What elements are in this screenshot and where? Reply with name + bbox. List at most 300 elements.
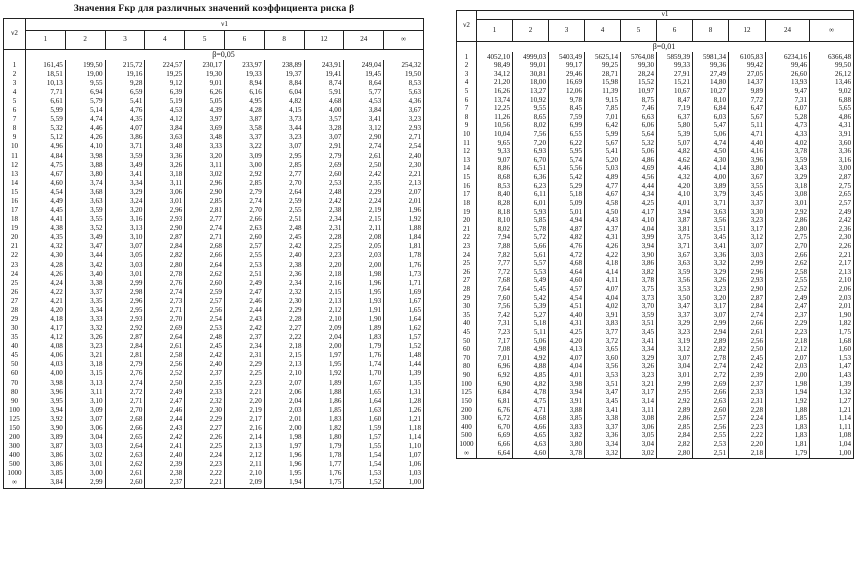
- f-value: 8,10: [477, 217, 513, 226]
- f-value: 4,12: [145, 115, 185, 124]
- f-value: 2,28: [729, 406, 766, 415]
- column-header: 24: [344, 31, 384, 50]
- f-value: 27,91: [657, 70, 693, 79]
- f-value: 1,75: [810, 329, 854, 338]
- table-row: [457, 148, 854, 157]
- f-value: 1,14: [384, 433, 424, 442]
- table-row: [4, 134, 424, 143]
- f-value: 3,05: [621, 432, 657, 441]
- f-value: 1,39: [384, 370, 424, 379]
- f-value: 2,78: [693, 354, 729, 363]
- f-value: 2,34: [224, 342, 264, 351]
- f-value: 2,21: [185, 479, 225, 489]
- f-value: 233,97: [224, 60, 264, 70]
- f-value: 3,18: [145, 170, 185, 179]
- f-value: 2,38: [264, 261, 304, 270]
- beta-label: β=0,01: [477, 42, 854, 53]
- f-value: 2,29: [185, 415, 225, 424]
- f-value: 7,64: [477, 285, 513, 294]
- f-value: 4,49: [26, 197, 66, 206]
- f-value: 4,73: [766, 122, 810, 131]
- nu2-value: 11: [4, 152, 26, 161]
- f-value: 2,42: [224, 324, 264, 333]
- nu2-value: 22: [4, 252, 26, 261]
- column-header: 6: [224, 31, 264, 50]
- f-value: 1,97: [264, 442, 304, 451]
- column-header: 1: [477, 20, 513, 42]
- f-value: 6,63: [621, 113, 657, 122]
- f-table-beta-005: [3, 18, 424, 489]
- f-value: 1,62: [384, 324, 424, 333]
- f-value: 4,58: [585, 199, 621, 208]
- f-value: 3,03: [105, 261, 145, 270]
- f-value: 4,33: [766, 130, 810, 139]
- f-value: 2,56: [729, 337, 766, 346]
- f-value: 3,23: [264, 134, 304, 143]
- table-row: [4, 297, 424, 306]
- f-value: 2,13: [810, 268, 854, 277]
- f-value: 3,57: [304, 115, 344, 124]
- table-row: [457, 415, 854, 424]
- f-value: 2,20: [729, 440, 766, 449]
- table-row: [457, 380, 854, 389]
- f-value: 2,93: [384, 125, 424, 134]
- table-row: [457, 191, 854, 200]
- nu2-value: 3: [457, 70, 477, 79]
- f-value: 2,40: [264, 252, 304, 261]
- table-row: [4, 152, 424, 161]
- f-value: 3,72: [585, 337, 621, 346]
- f-value: 3,59: [766, 156, 810, 165]
- f-value: 2,80: [145, 261, 185, 270]
- f-value: 2,72: [693, 372, 729, 381]
- f-value: 3,59: [65, 206, 105, 215]
- nu2-value: 500: [457, 432, 477, 441]
- nu2-value: 29: [4, 315, 26, 324]
- f-value: 2,33: [729, 389, 766, 398]
- table-row: [4, 388, 424, 397]
- f-value: 3,03: [65, 442, 105, 451]
- f-value: 2,74: [105, 379, 145, 388]
- f-value: 5,03: [585, 165, 621, 174]
- f-value: 18,00: [513, 79, 549, 88]
- f-value: 230,17: [185, 60, 225, 70]
- f-value: 3,71: [105, 143, 145, 152]
- f-value: 3,29: [766, 174, 810, 183]
- f-value: 4,15: [264, 106, 304, 115]
- nu2-value: 90: [4, 397, 26, 406]
- column-header: 12: [304, 31, 344, 50]
- f-value: 2,85: [185, 197, 225, 206]
- f-value: 1,39: [810, 380, 854, 389]
- f-value: 6,70: [477, 423, 513, 432]
- f-value: 11,39: [585, 87, 621, 96]
- f-value: 3,29: [657, 320, 693, 329]
- f-value: 4,68: [549, 260, 585, 269]
- f-value: 1,67: [344, 379, 384, 388]
- f-value: 2,49: [766, 294, 810, 303]
- f-value: 2,77: [185, 215, 225, 224]
- nu2-value: 17: [4, 206, 26, 215]
- f-value: 3,07: [657, 354, 693, 363]
- table-row: [4, 243, 424, 252]
- f-value: 2,47: [766, 303, 810, 312]
- f-value: 3,00: [65, 470, 105, 479]
- f-value: 3,03: [729, 251, 766, 260]
- f-value: 2,32: [264, 288, 304, 297]
- f-value: 5,45: [513, 285, 549, 294]
- f-value: 6366,48: [810, 52, 854, 62]
- f-value: 1,94: [264, 479, 304, 489]
- f-value: 4,34: [621, 191, 657, 200]
- f-value: 2,28: [264, 315, 304, 324]
- f-value: 3,71: [693, 199, 729, 208]
- f-value: 3,23: [693, 285, 729, 294]
- f-value: 1,78: [384, 252, 424, 261]
- f-value: 1,80: [304, 433, 344, 442]
- f-value: 3,94: [26, 406, 66, 415]
- f-value: 2,23: [224, 379, 264, 388]
- f-value: 2,69: [145, 324, 185, 333]
- f-value: 2,58: [145, 352, 185, 361]
- f-value: 2,86: [766, 217, 810, 226]
- f-value: 99,30: [621, 62, 657, 71]
- f-value: 3,41: [105, 170, 145, 179]
- f-value: 2,87: [810, 174, 854, 183]
- column-header: 24: [766, 20, 810, 42]
- f-value: 4,84: [26, 152, 66, 161]
- f-value: 8,02: [477, 225, 513, 234]
- f-value: 3,26: [621, 363, 657, 372]
- f-value: 2,56: [693, 423, 729, 432]
- f-value: 5,56: [549, 165, 585, 174]
- f-value: 4,63: [513, 440, 549, 449]
- f-value: 2,64: [105, 442, 145, 451]
- f-value: 3,07: [264, 143, 304, 152]
- f-value: 1,96: [344, 279, 384, 288]
- f-value: 5,32: [621, 139, 657, 148]
- f-value: 3,38: [585, 415, 621, 424]
- table-row: [4, 342, 424, 351]
- f-value: 1,57: [384, 333, 424, 342]
- nu1-header: ν1: [26, 19, 424, 31]
- f-value: 3,90: [26, 424, 66, 433]
- f-value: 3,34: [621, 346, 657, 355]
- f-value: 2,58: [766, 268, 810, 277]
- f-value: 4,20: [549, 337, 585, 346]
- table-row: [457, 397, 854, 406]
- f-value: 16,26: [477, 87, 513, 96]
- nu2-value: 14: [457, 165, 477, 174]
- table-row: [457, 156, 854, 165]
- f-value: 1,54: [344, 460, 384, 469]
- f-value: 4,14: [693, 165, 729, 174]
- f-value: 2,13: [384, 179, 424, 188]
- f-value: 4,43: [585, 217, 621, 226]
- nu2-value: 9: [4, 134, 26, 143]
- f-value: 2,10: [304, 315, 344, 324]
- f-value: 12,06: [549, 87, 585, 96]
- f-value: 1,04: [810, 440, 854, 449]
- column-header: 12: [729, 20, 766, 42]
- f-value: 3,69: [185, 125, 225, 134]
- f-value: 3,49: [105, 161, 145, 170]
- f-value: 1,27: [810, 397, 854, 406]
- f-value: 2,87: [105, 333, 145, 342]
- f-value: 4,74: [693, 139, 729, 148]
- f-value: 5,95: [549, 148, 585, 157]
- f-value: 2,72: [105, 388, 145, 397]
- f-value: 2,84: [729, 303, 766, 312]
- f-value: 4,00: [304, 106, 344, 115]
- f-value: 1,64: [384, 315, 424, 324]
- f-value: 2,30: [185, 406, 225, 415]
- f-value: 2,90: [729, 285, 766, 294]
- f-value: 2,46: [145, 406, 185, 415]
- f-value: 8,53: [384, 79, 424, 88]
- f-value: 1,90: [810, 311, 854, 320]
- f-value: 5,06: [693, 130, 729, 139]
- f-value: 5,42: [549, 174, 585, 183]
- f-value: 6,55: [549, 130, 585, 139]
- f-value: 2,57: [224, 243, 264, 252]
- f-value: 3,36: [810, 148, 854, 157]
- f-value: 4,32: [657, 174, 693, 183]
- f-value: 1,96: [384, 206, 424, 215]
- table-row: [4, 270, 424, 279]
- f-value: 5859,39: [657, 52, 693, 62]
- f-value: 2,64: [264, 188, 304, 197]
- f-value: 99,36: [693, 62, 729, 71]
- f-value: 4,65: [513, 432, 549, 441]
- f-value: 3,79: [693, 191, 729, 200]
- f-value: 4,20: [657, 182, 693, 191]
- f-value: 3,53: [657, 285, 693, 294]
- f-value: 3,83: [585, 320, 621, 329]
- f-value: 4,88: [513, 363, 549, 372]
- f-value: 19,45: [344, 70, 384, 79]
- f-value: 2,09: [224, 479, 264, 489]
- nu2-value: 6: [457, 96, 477, 105]
- nu2-value: 30: [4, 324, 26, 333]
- f-value: 2,70: [105, 406, 145, 415]
- f-value: 2,62: [766, 260, 810, 269]
- f-value: 2,57: [185, 297, 225, 306]
- f-value: 99,50: [810, 62, 854, 71]
- f-value: 4,11: [585, 277, 621, 286]
- table-row: [457, 122, 854, 131]
- f-value: 6,92: [477, 372, 513, 381]
- table-row: [4, 442, 424, 451]
- f-value: 3,98: [549, 380, 585, 389]
- f-value: 2,89: [657, 406, 693, 415]
- f-value: 2,51: [264, 215, 304, 224]
- f-value: 6,37: [657, 113, 693, 122]
- f-value: 1,53: [344, 470, 384, 479]
- nu2-value: 14: [4, 179, 26, 188]
- f-value: 1,79: [344, 342, 384, 351]
- f-value: 1,11: [810, 423, 854, 432]
- f-value: 3,01: [105, 270, 145, 279]
- f-value: 2,84: [657, 432, 693, 441]
- f-value: 1,28: [384, 397, 424, 406]
- column-header: ∞: [810, 20, 854, 42]
- f-value: 2,42: [264, 243, 304, 252]
- f-value: 1,82: [304, 424, 344, 433]
- f-value: 2,53: [224, 261, 264, 270]
- f-value: 3,78: [549, 449, 585, 458]
- f-value: 4,82: [657, 148, 693, 157]
- f-value: 4,62: [657, 156, 693, 165]
- f-value: 1,81: [384, 243, 424, 252]
- f-value: 7,42: [477, 311, 513, 320]
- f-value: 3,41: [621, 337, 657, 346]
- f-value: 3,87: [657, 217, 693, 226]
- f-value: 3,04: [65, 433, 105, 442]
- f-value: 7,20: [513, 139, 549, 148]
- f-value: 15,52: [621, 79, 657, 88]
- f-value: 14,80: [693, 79, 729, 88]
- f-value: 5,39: [657, 130, 693, 139]
- f-value: 3,59: [621, 311, 657, 320]
- f-value: 6,84: [693, 105, 729, 114]
- nu2-value: 26: [4, 288, 26, 297]
- f-value: 3,80: [549, 440, 585, 449]
- f-value: 3,42: [65, 261, 105, 270]
- table-row: [457, 62, 854, 71]
- f-value: 3,45: [729, 191, 766, 200]
- f-value: 2,66: [224, 215, 264, 224]
- f-value: 5,18: [549, 191, 585, 200]
- f-value: 9,47: [766, 87, 810, 96]
- f-value: 3,15: [65, 370, 105, 379]
- f-value: 6,76: [477, 406, 513, 415]
- f-value: 2,71: [185, 233, 225, 242]
- f-value: 6,04: [264, 88, 304, 97]
- f-value: 5,01: [549, 208, 585, 217]
- f-value: 4052,10: [477, 52, 513, 62]
- f-value: 5,47: [693, 122, 729, 131]
- f-value: 1,83: [766, 432, 810, 441]
- table-body: [4, 50, 424, 489]
- f-value: 3,10: [105, 233, 145, 242]
- f-value: 2,50: [344, 161, 384, 170]
- table-row: [4, 215, 424, 224]
- f-value: 2,62: [185, 270, 225, 279]
- f-value: 8,53: [477, 182, 513, 191]
- nu2-value: 18: [457, 199, 477, 208]
- f-value: 3,52: [65, 224, 105, 233]
- f-value: 3,45: [585, 397, 621, 406]
- f-value: 16,69: [549, 79, 585, 88]
- f-value: 2,70: [145, 315, 185, 324]
- table-row: [4, 397, 424, 406]
- f-value: 3,21: [65, 352, 105, 361]
- f-value: 1,83: [344, 333, 384, 342]
- f-value: 2,35: [185, 379, 225, 388]
- f-value: 3,07: [304, 134, 344, 143]
- table-row: [457, 208, 854, 217]
- f-value: 4999,03: [513, 52, 549, 62]
- f-value: 4,35: [26, 233, 66, 242]
- f-value: 4,01: [657, 199, 693, 208]
- f-value: 3,36: [145, 152, 185, 161]
- f-value: 6234,16: [766, 52, 810, 62]
- nu2-value: 45: [457, 329, 477, 338]
- f-value: 1,89: [344, 324, 384, 333]
- f-value: 2,00: [344, 261, 384, 270]
- f-value: 3,83: [549, 423, 585, 432]
- f-value: 3,32: [585, 449, 621, 458]
- f-value: 1,26: [384, 406, 424, 415]
- f-value: 4,38: [26, 224, 66, 233]
- f-value: 1,83: [766, 423, 810, 432]
- f-value: 6,72: [477, 415, 513, 424]
- f-value: 10,67: [657, 87, 693, 96]
- f-value: 2,21: [224, 388, 264, 397]
- f-value: 4,02: [766, 139, 810, 148]
- f-value: 2,61: [105, 470, 145, 479]
- f-value: 5,74: [549, 156, 585, 165]
- f-value: 9,01: [185, 79, 225, 88]
- nu2-value: 1: [4, 60, 26, 70]
- table-row: [4, 406, 424, 415]
- beta-spacer: [4, 50, 26, 61]
- f-value: 2,48: [185, 333, 225, 342]
- f-value: 4,01: [549, 372, 585, 381]
- f-value: 5,63: [384, 88, 424, 97]
- f-value: 2,92: [657, 397, 693, 406]
- table-row: [4, 79, 424, 88]
- f-value: 2,65: [810, 191, 854, 200]
- f-value: 3,18: [65, 361, 105, 370]
- f-value: 3,14: [621, 397, 657, 406]
- f-value: 2,30: [810, 234, 854, 243]
- f-value: 4,39: [185, 106, 225, 115]
- f-value: 4,50: [585, 208, 621, 217]
- f-value: 6,23: [513, 182, 549, 191]
- f-value: 4,04: [585, 294, 621, 303]
- f-value: 5,78: [513, 225, 549, 234]
- f-value: 3,85: [549, 415, 585, 424]
- f-value: 2,61: [729, 329, 766, 338]
- f-value: 2,74: [729, 311, 766, 320]
- f-value: 1,76: [384, 261, 424, 270]
- f-value: 1,65: [384, 306, 424, 315]
- f-value: 2,76: [105, 370, 145, 379]
- f-value: 5625,14: [585, 52, 621, 62]
- f-value: 3,13: [105, 224, 145, 233]
- nu2-value: 21: [4, 243, 26, 252]
- f-value: 2,35: [344, 179, 384, 188]
- f-value: 1,35: [384, 379, 424, 388]
- f-value: 5,07: [657, 139, 693, 148]
- f-value: 4,82: [513, 380, 549, 389]
- f-value: 2,22: [264, 333, 304, 342]
- f-value: 3,78: [621, 277, 657, 286]
- f-value: 2,40: [384, 152, 424, 161]
- f-value: 10,04: [477, 130, 513, 139]
- f-value: 5,41: [585, 148, 621, 157]
- f-value: 3,84: [26, 479, 66, 489]
- f-value: 3,56: [657, 277, 693, 286]
- f-value: 2,25: [185, 442, 225, 451]
- f-value: 3,00: [224, 161, 264, 170]
- nu2-value: 20: [4, 233, 26, 242]
- f-value: 5,59: [26, 115, 66, 124]
- beta-spacer: [457, 42, 477, 53]
- f-value: 2,90: [145, 224, 185, 233]
